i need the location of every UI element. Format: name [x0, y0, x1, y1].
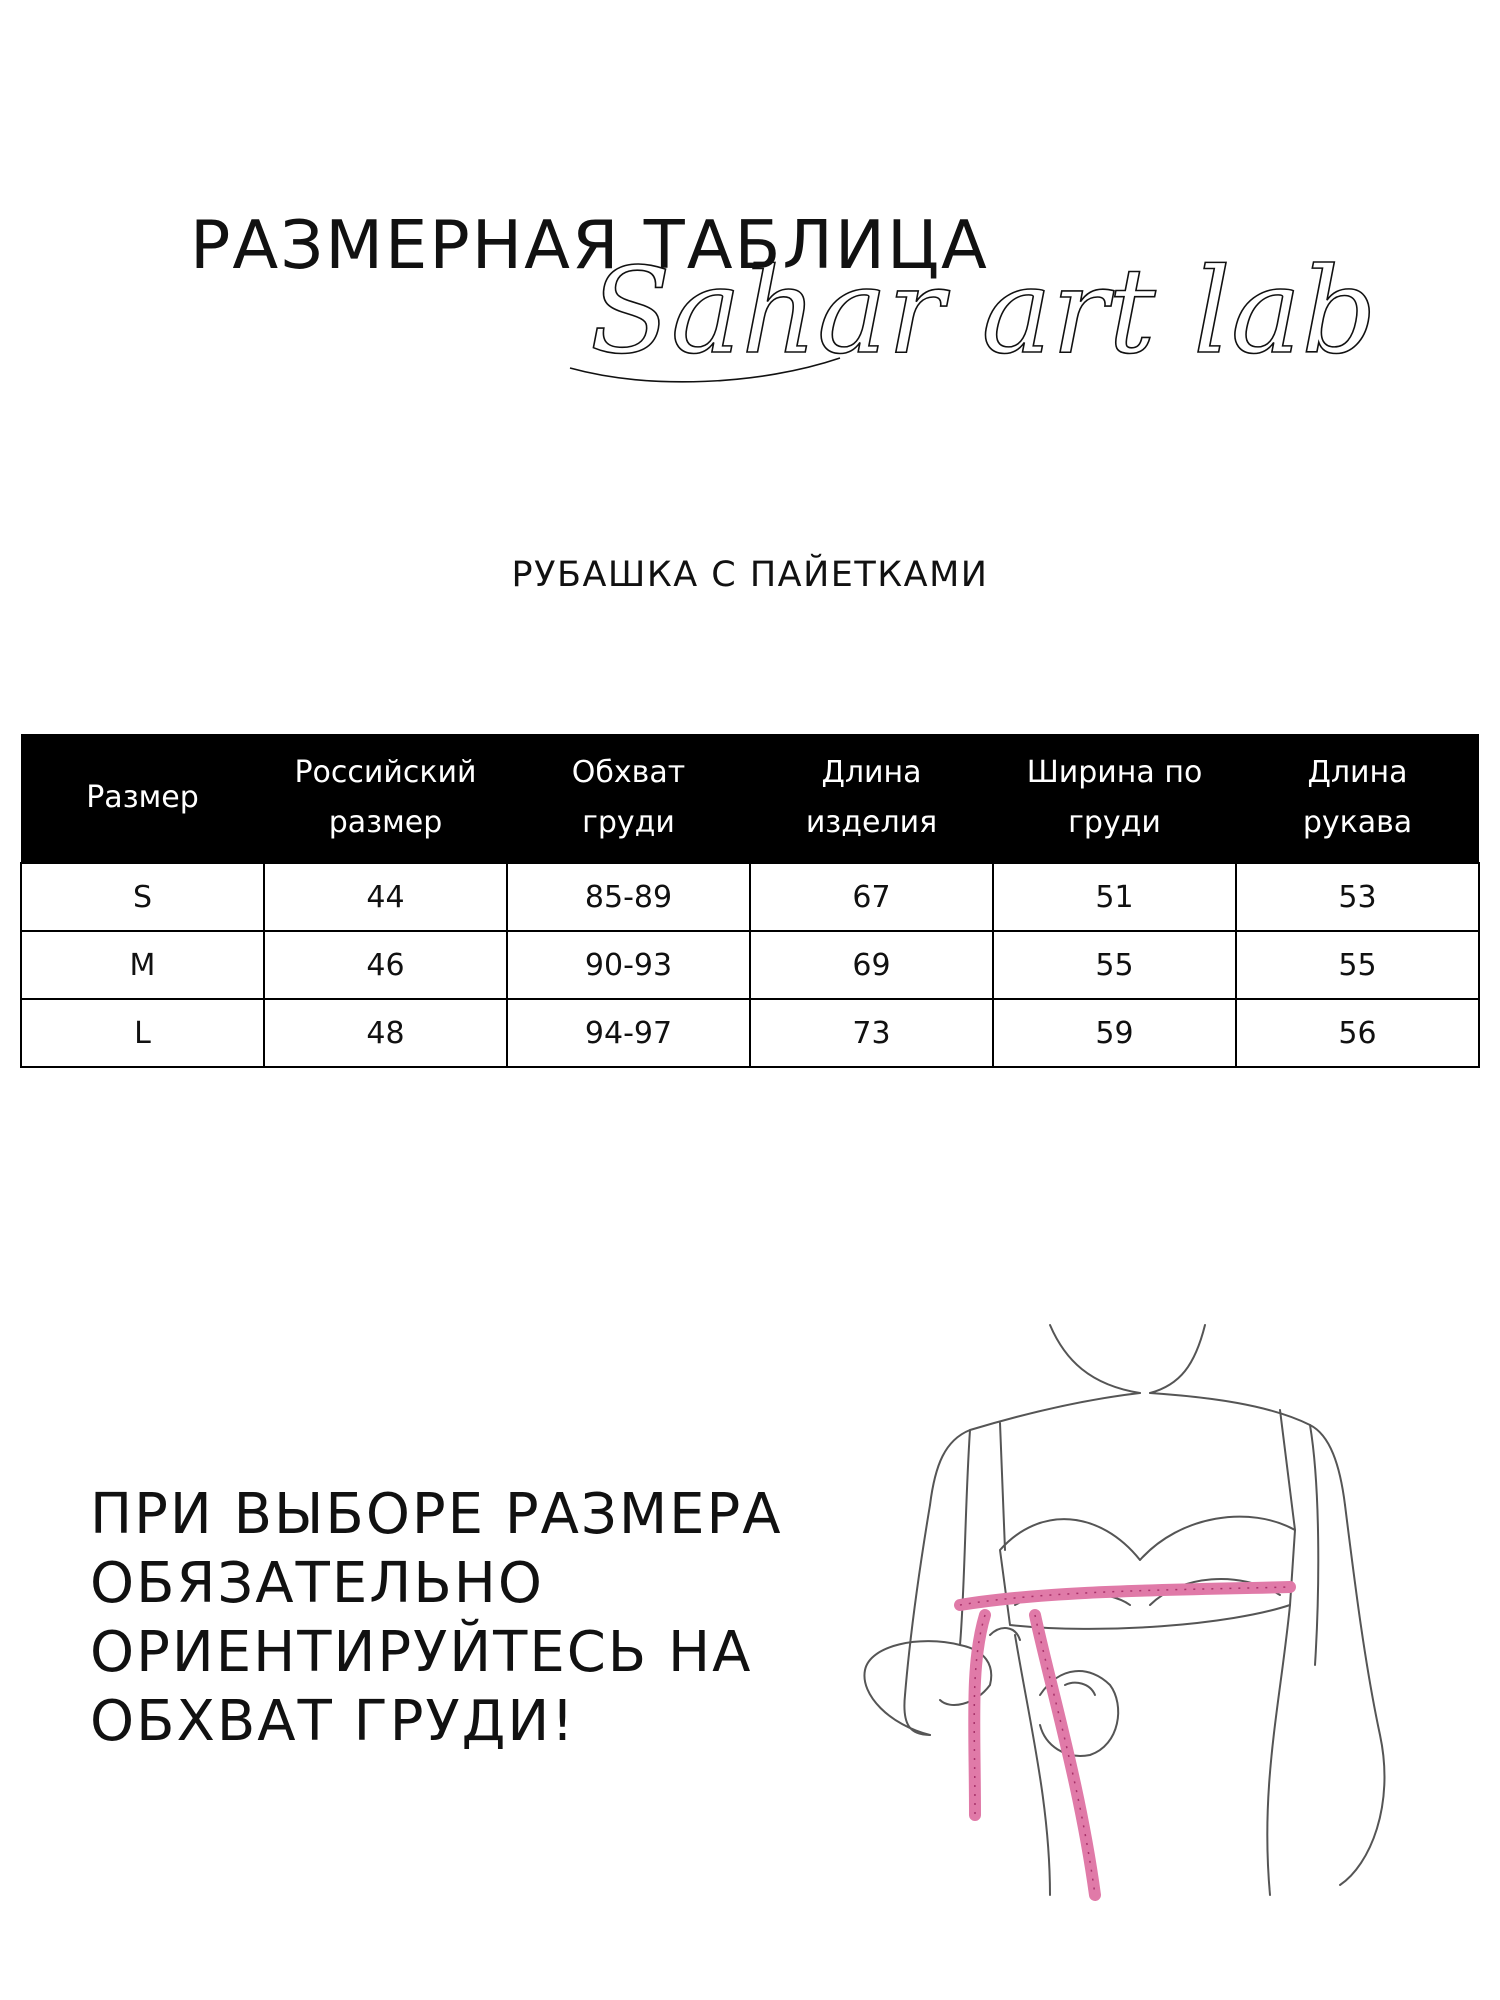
header-chest-width: Ширина по груди: [993, 734, 1236, 863]
table-cell: L: [21, 999, 264, 1067]
table-cell: 51: [993, 863, 1236, 931]
table-cell: 56: [1236, 999, 1479, 1067]
size-advice-note: ПРИ ВЫБОРЕ РАЗМЕРА ОБЯЗАТЕЛЬНО ОРИЕНТИРУЙТЕСЬ НА ОБХВАТ ГРУДИ!: [90, 1482, 783, 1754]
table-cell: 59: [993, 999, 1236, 1067]
chest-measurement-illustration: [850, 1305, 1450, 1905]
table-row: [21, 999, 1479, 1067]
table-cell: M: [21, 931, 264, 999]
table-cell: 85-89: [507, 863, 750, 931]
table-cell: 69: [750, 931, 993, 999]
header-chest-girth: Обхват груди: [507, 734, 750, 863]
table-cell: 90-93: [507, 931, 750, 999]
size-table-header: [21, 734, 1479, 863]
page-title: РАЗМЕРНАЯ ТАБЛИЦА: [190, 206, 989, 284]
table-cell: 73: [750, 999, 993, 1067]
table-cell: 46: [264, 931, 507, 999]
table-cell: 94-97: [507, 999, 750, 1067]
table-cell: 55: [993, 931, 1236, 999]
header-sleeve-length: Длина рукава: [1236, 734, 1479, 863]
table-cell: S: [21, 863, 264, 931]
size-table: [20, 734, 1480, 1068]
brand-logo-text: Sahar art lab: [590, 242, 1377, 380]
table-cell: 44: [264, 863, 507, 931]
table-cell: 55: [1236, 931, 1479, 999]
table-cell: 48: [264, 999, 507, 1067]
product-name: РУБАШКА С ПАЙЕТКАМИ: [511, 555, 989, 595]
table-row: [21, 863, 1479, 931]
brand-logo: [560, 240, 1420, 400]
header-size: Размер: [21, 734, 264, 863]
header-russian-size: Российский размер: [264, 734, 507, 863]
table-cell: 53: [1236, 863, 1479, 931]
header-length: Длина изделия: [750, 734, 993, 863]
table-row: [21, 931, 1479, 999]
table-cell: 67: [750, 863, 993, 931]
